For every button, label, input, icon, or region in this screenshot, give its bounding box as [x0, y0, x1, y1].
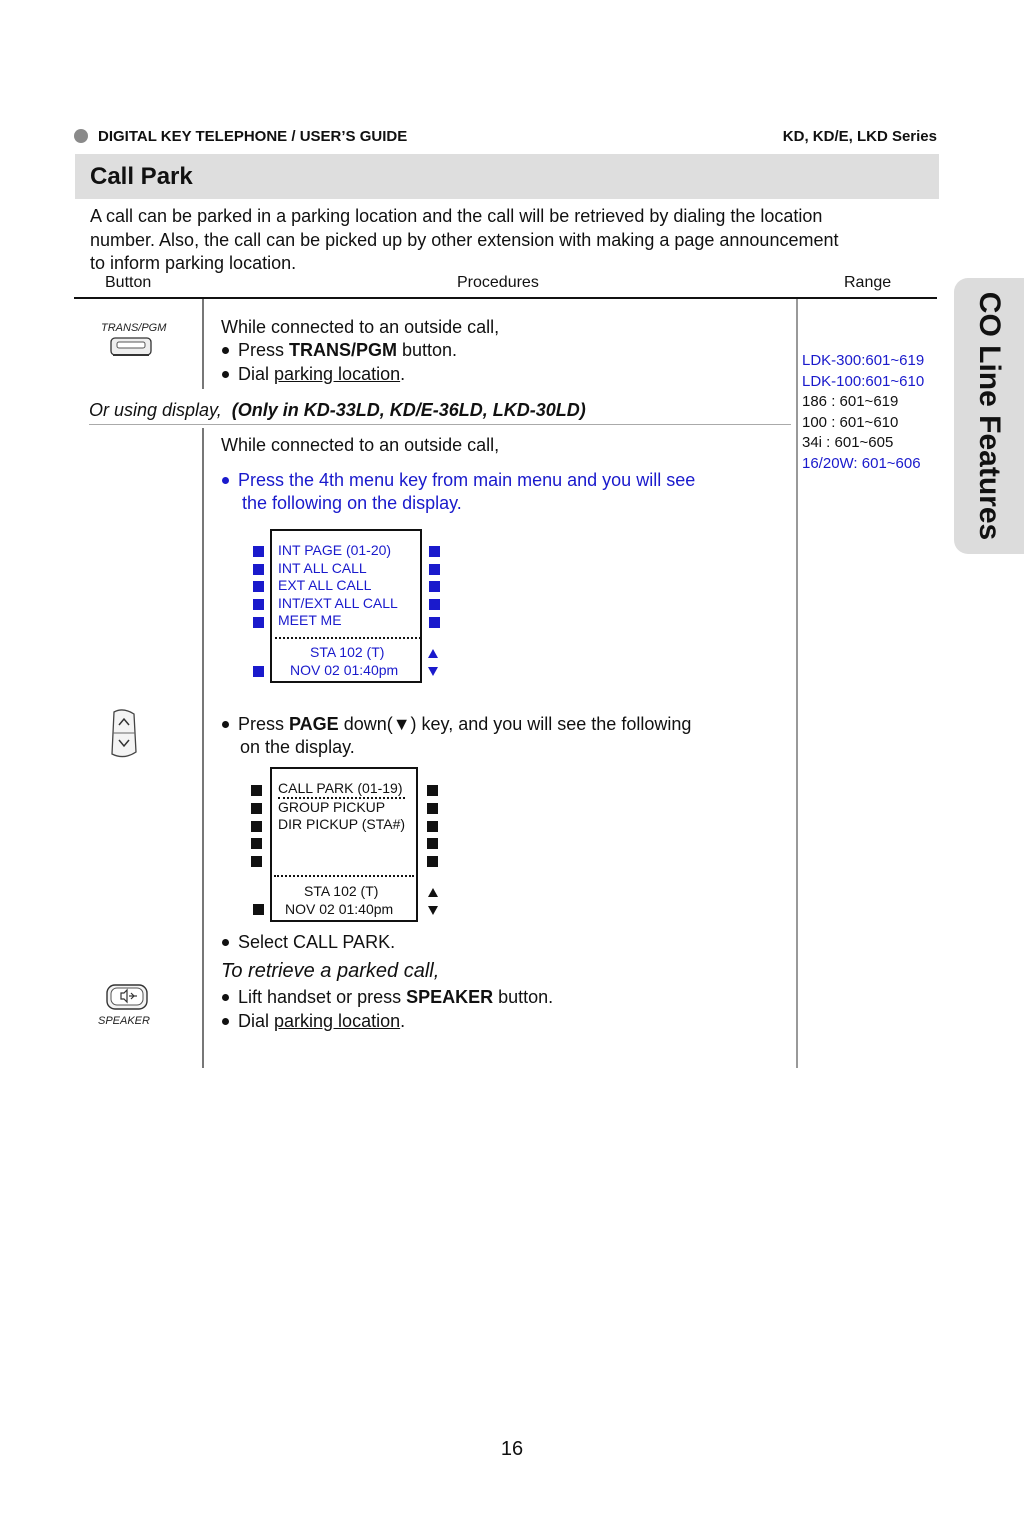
step2-menu-cont: the following on the display. — [242, 493, 462, 513]
range-line: LDK-100:601~610 — [802, 372, 925, 390]
lcd-datetime: NOV 02 01:40pm — [285, 901, 394, 917]
or-display-note: Or using display, (Only in KD-33LD, KD/E-36LD, LKD-30LD) — [89, 400, 586, 420]
column-header-button: Button — [105, 274, 152, 291]
trans-pgm-caption: TRANS/PGM — [101, 322, 167, 334]
soft-key-square — [427, 785, 438, 796]
soft-key-square — [253, 581, 264, 592]
header-bullet-icon — [74, 129, 88, 143]
column-header-range: Range — [844, 274, 892, 291]
lcd-menu-item-selected: CALL PARK (01-19) — [278, 781, 405, 799]
range-line: 34i : 601~605 — [802, 434, 894, 451]
soft-key-square — [251, 856, 262, 867]
soft-key-square — [251, 803, 262, 814]
lcd-menu-item: EXT ALL CALL — [278, 577, 372, 594]
step4-lift: Lift handset or press SPEAKER button. — [222, 986, 553, 1009]
page-up-icon — [428, 649, 438, 658]
range-list — [802, 351, 924, 474]
lcd-datetime: NOV 02 01:40pm — [290, 662, 399, 678]
lcd-display-2 — [251, 767, 441, 922]
range-line: 16/20W: 601~606 — [802, 454, 921, 472]
lcd-display-1 — [253, 529, 443, 683]
lcd-menu-item: GROUP PICKUP — [278, 798, 386, 815]
lcd-menu-item: DIR PICKUP (STA#) — [278, 816, 406, 833]
lcd-menu-item: INT ALL CALL — [278, 559, 367, 576]
step3-page: Press PAGE down(▼) key, and you will see the following — [222, 713, 691, 736]
bullet-icon — [222, 1018, 229, 1025]
parking-location-link: parking location — [274, 1011, 401, 1031]
range-line: LDK-300:601~619 — [802, 352, 925, 369]
step1-dial: Dial parking location. — [222, 363, 405, 386]
lcd-status: STA 102 (T) — [304, 883, 379, 899]
intro-line: A call can be parked in a parking location and the call will be retrieved by dialing the location — [90, 206, 823, 226]
page-up-icon — [428, 888, 438, 897]
bullet-icon — [222, 371, 229, 378]
soft-key-square — [429, 564, 440, 575]
lcd-menu-item: INT PAGE (01-20) — [278, 542, 392, 558]
column-divider — [202, 299, 204, 389]
lcd-menu-item: MEET ME — [278, 612, 342, 629]
lcd-dotted-separator — [274, 875, 414, 877]
soft-key-square — [429, 581, 440, 592]
page-down-icon — [428, 667, 438, 676]
intro-line: to inform parking location. — [90, 253, 297, 273]
column-divider — [796, 299, 798, 1068]
intro-paragraph — [90, 205, 925, 276]
soft-key-square — [427, 838, 438, 849]
column-header-procedures: Procedures — [457, 274, 539, 291]
trans-pgm-button-icon — [108, 336, 154, 358]
bullet-icon — [222, 994, 229, 1001]
menu-key-icon — [253, 666, 264, 677]
menu-key-icon — [253, 904, 264, 915]
section-title: Call Park — [90, 163, 193, 190]
step3-page-cont: on the display. — [240, 737, 355, 757]
bullet-icon — [222, 721, 229, 728]
range-line: 186 : 601~619 — [802, 393, 899, 410]
speaker-caption: SPEAKER — [98, 1015, 150, 1027]
step2-menu: Press the 4th menu key from main menu and you will see — [222, 469, 695, 492]
bullet-icon — [222, 347, 229, 354]
soft-key-square — [427, 803, 438, 814]
intro-line: number. Also, the call can be picked up by other extension with making a page announcement — [90, 229, 839, 250]
page-number: 16 — [500, 1438, 524, 1460]
guide-title: DIGITAL KEY TELEPHONE / USER’S GUIDE — [98, 128, 408, 145]
lcd-menu-item: INT/EXT ALL CALL — [278, 594, 398, 611]
range-line: 100 : 601~610 — [802, 413, 899, 431]
soft-key-square — [429, 617, 440, 628]
soft-key-square — [253, 617, 264, 628]
step4-select: Select CALL PARK. — [222, 931, 395, 954]
soft-key-square — [251, 838, 262, 849]
step1-intro: While connected to an outside call, — [221, 317, 500, 337]
step2-intro: While connected to an outside call, — [221, 435, 500, 455]
soft-key-square — [429, 546, 440, 557]
lcd-status: STA 102 (T) — [310, 644, 385, 660]
or-display-rule — [89, 424, 791, 425]
soft-key-square — [427, 856, 438, 867]
speaker-button-icon — [104, 982, 152, 1014]
bullet-icon — [222, 939, 229, 946]
soft-key-square — [253, 564, 264, 575]
section-title-bar — [75, 154, 939, 199]
step1-press: Press TRANS/PGM button. — [222, 339, 457, 362]
parking-location-link: parking location — [274, 364, 401, 384]
lcd-menu-list — [278, 781, 405, 834]
soft-key-square — [253, 546, 264, 557]
page-down-icon — [428, 906, 438, 915]
step4-dial: Dial parking location. — [222, 1010, 405, 1033]
soft-key-square — [251, 821, 262, 832]
column-divider — [202, 428, 204, 1068]
retrieve-heading: To retrieve a parked call, — [221, 960, 440, 982]
lcd-dotted-separator — [275, 637, 421, 639]
soft-key-square — [427, 821, 438, 832]
lcd-menu-list — [278, 542, 398, 630]
bullet-icon — [222, 477, 229, 484]
series-title: KD, KD/E, LKD Series — [782, 128, 937, 145]
soft-key-square — [253, 599, 264, 610]
soft-key-square — [251, 785, 262, 796]
page-key-icon — [104, 708, 142, 760]
side-tab-label: CO Line Features — [973, 291, 1006, 541]
soft-key-square — [429, 599, 440, 610]
